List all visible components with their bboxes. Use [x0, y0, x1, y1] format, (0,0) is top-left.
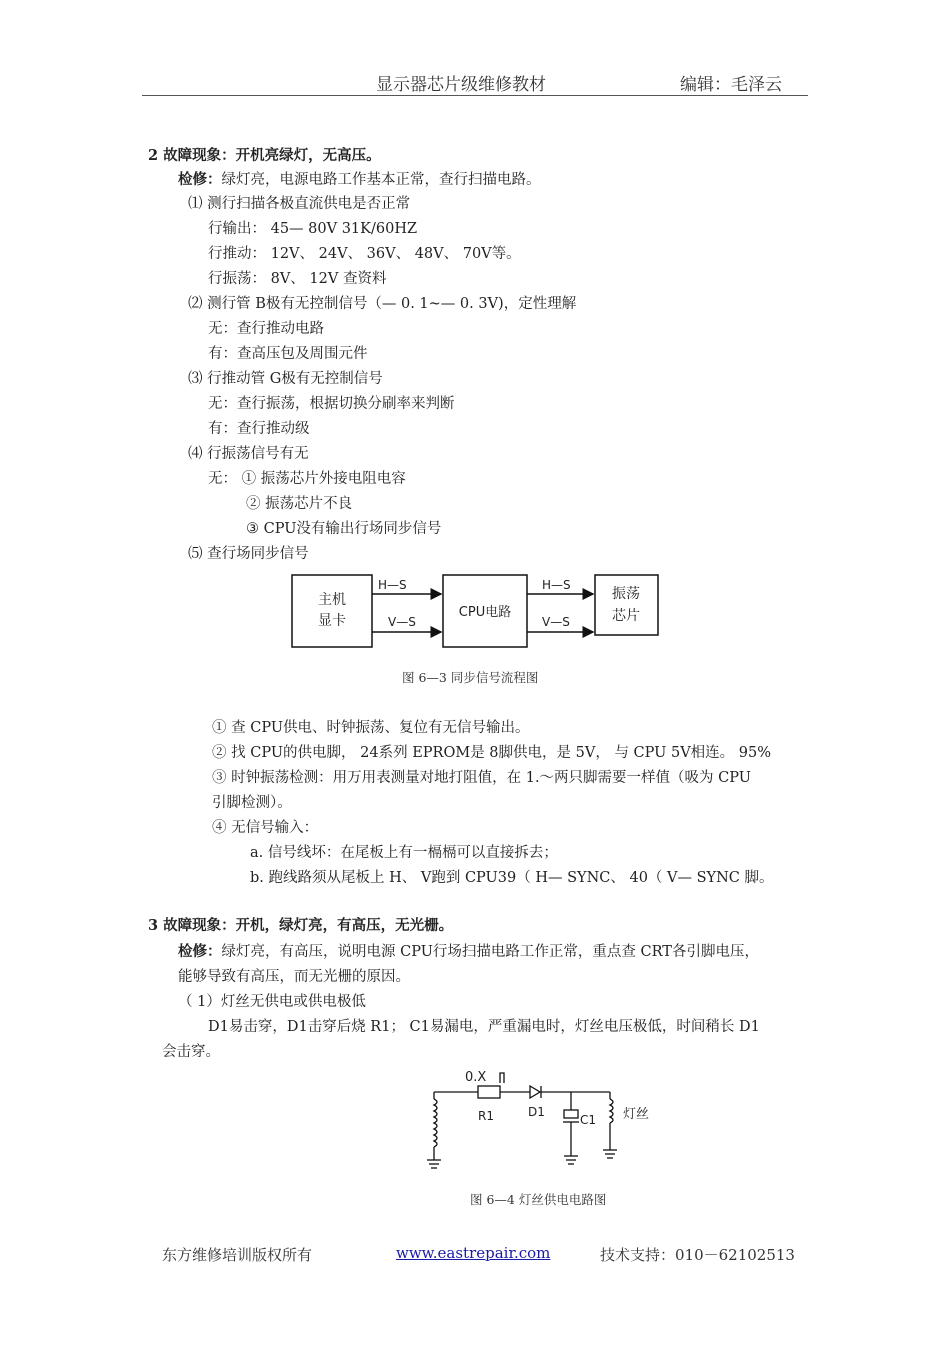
step-3-no: 无：查行振荡，根据切换分刷率来判断 — [208, 396, 455, 412]
step-1-drive: 行推动： 12V、 24V、 36V、 48V、 70V等。 — [208, 246, 521, 262]
host-card-box — [292, 575, 372, 647]
host-card-label-1: 主机 — [318, 592, 346, 608]
doc-editor: 编辑：毛泽云 — [680, 75, 782, 95]
repair-label: 检修： — [178, 171, 222, 188]
osc-chip-box — [595, 575, 658, 635]
filament-coil — [610, 1099, 613, 1123]
d1-label: D1 — [528, 1105, 545, 1119]
section3-repair-cont: 能够导致有高压，而无光栅的原因。 — [178, 969, 410, 985]
section3-para-2: 会击穿。 — [162, 1044, 220, 1060]
v-sync-label-2: V—S — [542, 615, 570, 629]
sync-step-4: ④ 无信号输入： — [212, 820, 319, 836]
host-card-label-2: 显卡 — [318, 613, 346, 629]
sync-step-3: ③ 时钟振荡检测：用万用表测量对地打阻值，在 1.～两只脚需要一样值（吸为 CPU — [212, 770, 751, 786]
resistor-r1 — [478, 1086, 500, 1098]
section3-step-1: （ 1）灯丝无供电或供电极低 — [178, 994, 366, 1010]
diode-d1 — [530, 1086, 540, 1098]
step-4-cause-3: ③ CPU没有输出行场同步信号 — [246, 521, 442, 537]
step-5: ⑸ 查行场同步信号 — [188, 546, 309, 562]
step-2: ⑵ 测行管 B极有无控制信号（— 0. 1~— 0. 3V)，定性理解 — [188, 296, 577, 312]
sync-flow-diagram — [290, 572, 660, 652]
r1-value-label: 0.X — [465, 1070, 487, 1085]
step-3: ⑶ 行推动管 G极有无控制信号 — [188, 371, 383, 387]
step-4-no: 无： ① 振荡芯片外接电阻电容 — [208, 471, 406, 487]
figure-6-4-caption: 图 6—4 灯丝供电电路图 — [470, 1192, 607, 1207]
cpu-label: CPU电路 — [458, 605, 512, 620]
h-sync-label-2: H—S — [542, 578, 571, 592]
repair-text: 绿灯亮，电源电路工作基本正常，查行扫描电路。 — [221, 172, 541, 188]
step-1-osc: 行振荡： 8V、 12V 查资料 — [208, 271, 387, 287]
doc-title: 显示器芯片级维修教材 — [376, 75, 546, 95]
footer-website-link[interactable]: www.eastrepair.com — [396, 1244, 551, 1262]
repair-text: 绿灯亮，有高压，说明电源 CPU行场扫描电路工作正常，重点查 CRT各引脚电压， — [221, 944, 759, 960]
sync-step-3-cont: 引脚检测）。 — [212, 795, 292, 811]
h-sync-label-1: H—S — [378, 578, 407, 592]
section3-para-1: D1易击穿，D1击穿后烧 R1； C1易漏电，严重漏电时，灯丝电压极低，时间稍长 D1 — [208, 1019, 760, 1035]
repair-label: 检修： — [178, 943, 222, 960]
osc-chip-label-2: 芯片 — [612, 608, 640, 624]
section2-heading: 2 故障现象：开机亮绿灯，无高压。 — [148, 147, 381, 164]
step-1: ⑴ 测行扫描各极直流供电是否正常 — [188, 196, 411, 212]
filament-label: 灯丝 — [623, 1107, 650, 1122]
sync-step-4b: b. 跑线路须从尾板上 H、 V跑到 CPU39（ H— SYNC、 40（ V— SYNC 脚。 — [250, 870, 774, 886]
step-4-cause-2: ② 振荡芯片不良 — [246, 496, 353, 512]
section3-heading: 3 故障现象：开机，绿灯亮，有高压，无光栅。 — [148, 917, 454, 934]
header-rule — [142, 95, 808, 96]
filament-circuit-diagram — [420, 1066, 670, 1172]
sync-step-2: ② 找 CPU的供电脚， 24系列 EPROM是 8脚供电，是 5V， 与 CPU 5V相连。 95% — [212, 745, 772, 761]
footer-support: 技术支持：010－62102513 — [600, 1246, 795, 1264]
footer-copyright: 东方维修培训版权所有 — [162, 1246, 313, 1264]
figure-6-3-caption: 图 6—3 同步信号流程图 — [402, 670, 539, 685]
step-4: ⑷ 行振荡信号有无 — [188, 446, 309, 462]
section3-repair — [178, 940, 759, 961]
v-sync-label-1: V—S — [388, 615, 416, 629]
section2-repair — [178, 168, 541, 189]
sync-step-1: ① 查 CPU供电、时钟振荡、复位有无信号输出。 — [212, 720, 530, 736]
capacitor-c1 — [564, 1110, 578, 1118]
fusible-mark — [500, 1073, 504, 1083]
c1-label: C1 — [580, 1113, 597, 1127]
osc-chip-label-1: 振荡 — [612, 586, 640, 602]
step-3-yes: 有：查行推动级 — [208, 421, 310, 437]
r1-label: R1 — [478, 1109, 494, 1123]
sync-step-4a: a. 信号线坏：在尾板上有一槅槅可以直接拆去； — [250, 845, 558, 861]
transformer-coil — [434, 1099, 437, 1147]
step-1-output: 行输出： 45— 80V 31K/60HZ — [208, 221, 418, 237]
step-2-no: 无：查行推动电路 — [208, 321, 324, 337]
step-2-yes: 有：查高压包及周围元件 — [208, 346, 368, 362]
